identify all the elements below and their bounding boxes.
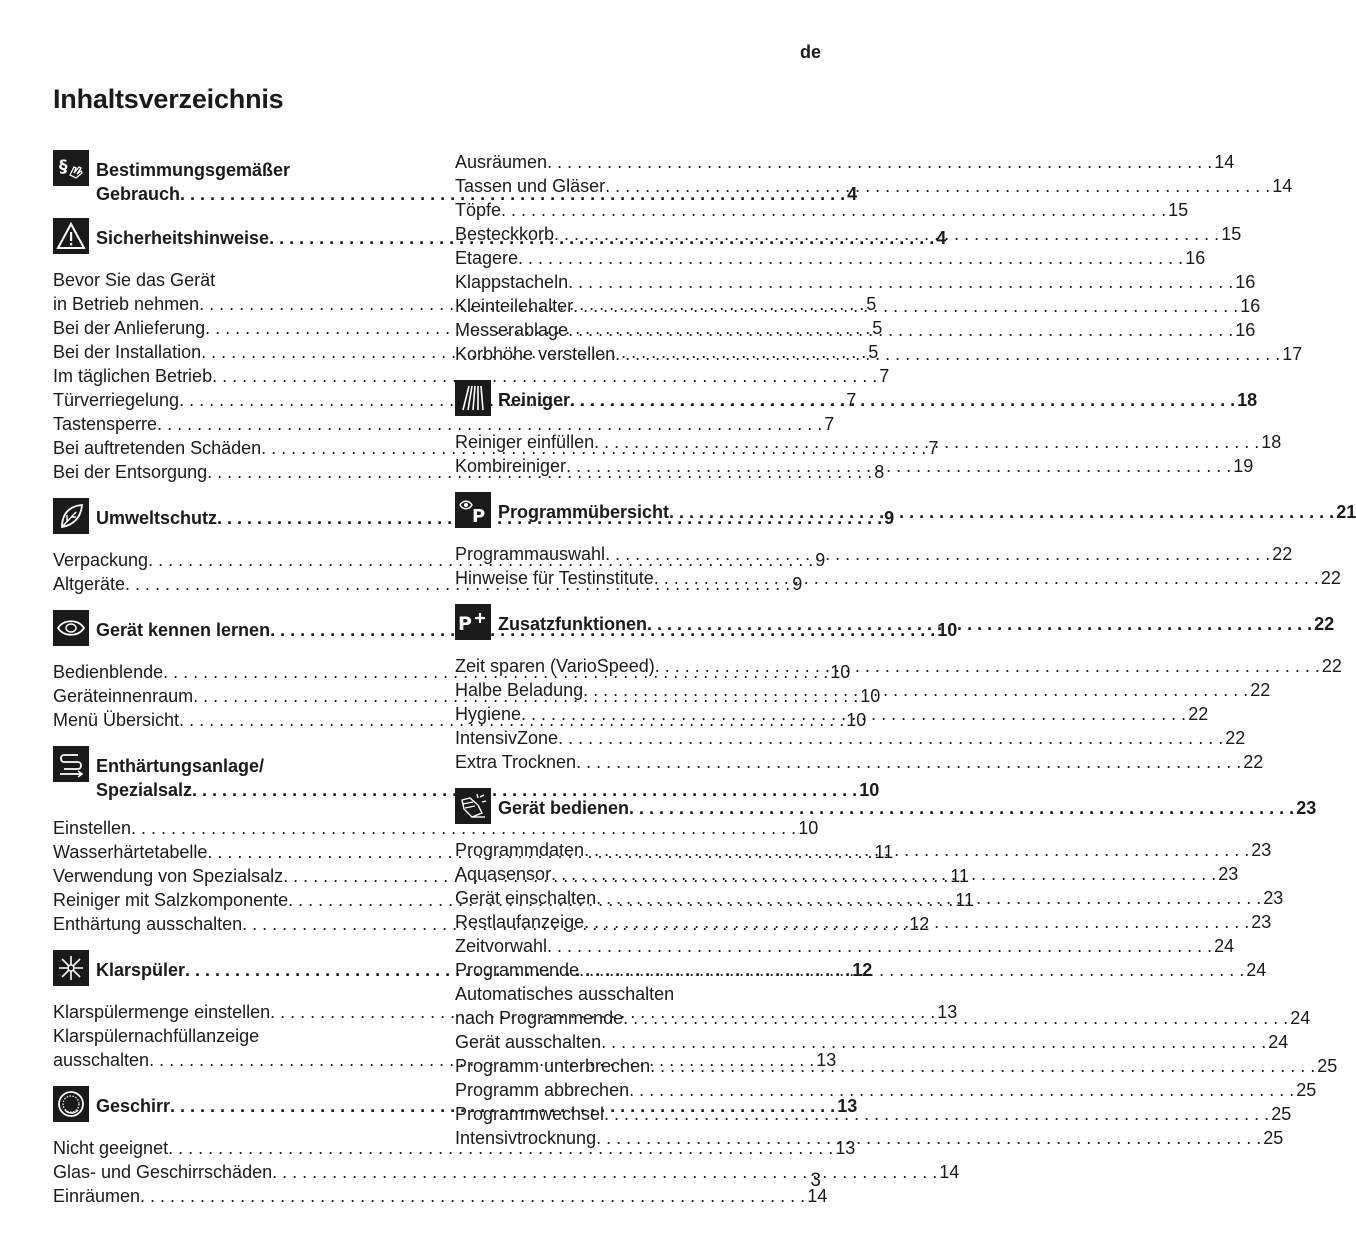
entry-page-number: 24 (1290, 1008, 1311, 1028)
entry-label: Tastensperre (53, 414, 158, 434)
toc-entry[interactable] (455, 246, 1206, 270)
toc-entry[interactable] (455, 542, 1293, 566)
warning-triangle-icon (53, 218, 89, 254)
entry-label: Töpfe (455, 200, 502, 220)
entry-row (53, 816, 819, 840)
entry-page-number: 19 (1233, 456, 1254, 476)
leader-dots (558, 726, 1223, 750)
entry-page-number: 5 (868, 342, 879, 362)
entry-page-number: 11 (955, 890, 974, 910)
leader-dots (547, 150, 1212, 174)
section-title-line: Reiniger (498, 390, 571, 410)
entry-list (455, 542, 1341, 590)
entry-label: Ausräumen (455, 152, 548, 172)
rinse-aid-sparkle-icon (53, 950, 89, 986)
toc-entry[interactable] (455, 198, 1189, 222)
entry-label: Etagere (455, 248, 519, 268)
section-page-number: 21 (1336, 502, 1356, 522)
section-title-line: Bestimmungsgemäßer (96, 160, 291, 180)
entry-page-number: 10 (798, 818, 819, 838)
entry-page-number: 18 (1261, 432, 1282, 452)
entry-page-number: 24 (1246, 960, 1267, 980)
entry-page-number: 22 (1243, 752, 1264, 772)
section-title-line: Zusatzfunktionen (498, 614, 647, 634)
toc-entry[interactable] (455, 1078, 1317, 1102)
section-page-number: 4 (847, 184, 858, 204)
leader-dots (521, 702, 1186, 726)
language-code: de (799, 42, 821, 62)
water-softener-icon (53, 746, 89, 782)
toc-entry[interactable] (455, 1030, 1289, 1054)
entry-label: Geräteinnenraum (53, 686, 194, 706)
entry-page-number: 10 (860, 686, 881, 706)
toc-entry[interactable] (455, 174, 1293, 198)
entry-row (455, 542, 1293, 566)
entry-row (455, 430, 1282, 454)
section-title-row (498, 500, 1356, 524)
toc-entry[interactable] (53, 816, 819, 840)
svg-text:P: P (472, 506, 486, 527)
page-title: Inhaltsverzeichnis (53, 84, 284, 114)
entry-row (455, 270, 1256, 294)
p-plus-icon (455, 604, 491, 640)
entry-label: Bei der Anlieferung (53, 318, 206, 338)
entry-label: Im täglichen Betrieb (53, 366, 213, 386)
leader-dots (554, 222, 1219, 246)
section-page-number: 23 (1296, 798, 1317, 818)
entry-list (455, 430, 1282, 478)
toc-entry[interactable] (455, 294, 1261, 318)
leader-dots (615, 342, 1280, 366)
entry-page-number: 16 (1235, 320, 1256, 340)
entry-label: Extra Trocknen (455, 752, 577, 772)
section-title-line: Geschirr (96, 1096, 171, 1116)
entry-label: Hinweise für Testinstitute (455, 568, 654, 588)
entry-page-number: 25 (1263, 1128, 1284, 1148)
entry-page-number: 24 (1214, 936, 1235, 956)
section-title (498, 788, 1316, 820)
leader-dots (629, 796, 1294, 820)
entry-label-line: Bevor Sie das Gerät (53, 270, 216, 290)
entry-row (455, 454, 1254, 478)
toc-entry[interactable] (53, 1184, 828, 1208)
leader-dots (518, 246, 1183, 270)
entry-page-number: 22 (1320, 568, 1341, 588)
entry-label: Wasserhärtetabelle (53, 842, 208, 862)
section-title-line: Gerät bedienen (498, 798, 630, 818)
toc-entry[interactable] (455, 454, 1254, 478)
entry-label: Korbhöhe verstellen (455, 344, 616, 364)
entry-page-number: 15 (1168, 200, 1189, 220)
entry-label: Nicht geeignet (53, 1138, 169, 1158)
entry-page-number: 14 (939, 1162, 960, 1182)
leader-dots (650, 1054, 1315, 1078)
entry-label: Reiniger mit Salzkomponente (53, 890, 289, 910)
entry-page-number: 10 (846, 710, 867, 730)
leader-dots (551, 862, 1216, 886)
leader-dots (140, 1184, 805, 1208)
entry-label: Besteckkorb (455, 224, 555, 244)
leader-dots (566, 454, 1231, 478)
entry-row (455, 726, 1246, 750)
toc-entry[interactable] (455, 934, 1235, 958)
entry-page-number: 5 (866, 294, 877, 314)
section-title-row (498, 388, 1257, 412)
toc-entry[interactable] (455, 270, 1256, 294)
leader-dots (623, 1006, 1288, 1030)
leader-dots (655, 654, 1320, 678)
leader-dots (573, 294, 1238, 318)
entry-page-number: 25 (1271, 1104, 1292, 1124)
entry-page-number: 24 (1268, 1032, 1289, 1052)
leader-dots (601, 1030, 1266, 1054)
section-title-row (498, 612, 1334, 636)
leader-dots (584, 838, 1249, 862)
entry-label: Kleinteilehalter (455, 296, 574, 316)
entry-page-number: 22 (1321, 656, 1342, 676)
entry-label: in Betrieb nehmen (53, 294, 200, 314)
entry-row (53, 412, 835, 436)
section-title-line: Klarspüler (96, 960, 186, 980)
section-page-number: 18 (1237, 390, 1258, 410)
entry-label: Intensivtrocknung (455, 1128, 597, 1148)
leader-dots (584, 910, 1249, 934)
entry-page-number: 13 (835, 1138, 856, 1158)
entry-page-number: 15 (1221, 224, 1242, 244)
entry-page-number: 10 (830, 662, 851, 682)
entry-page-number: 23 (1218, 864, 1239, 884)
entry-page-number: 14 (1214, 152, 1235, 172)
entry-row (53, 364, 890, 388)
entry-label: Klappstacheln (455, 272, 569, 292)
entry-page-number: 22 (1250, 680, 1271, 700)
entry-row (455, 566, 1341, 590)
entry-label: Bei der Installation (53, 342, 202, 362)
section-title (498, 380, 1257, 412)
leader-dots (576, 750, 1241, 774)
eye-icon (53, 610, 89, 646)
detergent-icon (455, 380, 491, 416)
section-title-row (498, 796, 1316, 820)
toc-entry[interactable] (455, 726, 1246, 750)
leader-dots (570, 388, 1235, 412)
entry-label: Programm abbrechen (455, 1080, 630, 1100)
entry-label: Menü Übersicht (53, 710, 180, 730)
hand-operate-icon (455, 788, 491, 824)
leader-dots (605, 542, 1270, 566)
entry-label: Halbe Beladung (455, 680, 584, 700)
leader-dots (604, 1102, 1269, 1126)
entry-row (455, 294, 1261, 318)
entry-label: Programmwechsel (455, 1104, 605, 1124)
entry-page-number: 14 (1272, 176, 1293, 196)
entry-label: Einräumen (53, 1186, 141, 1206)
toc-entry[interactable] (455, 318, 1256, 342)
entry-row (455, 150, 1235, 174)
leader-dots (629, 1078, 1294, 1102)
entry-page-number: 7 (824, 414, 835, 434)
entry-label: Bei auftretenden Schäden (53, 438, 262, 458)
section-page-number: 13 (837, 1096, 858, 1116)
entry-page-number: 13 (816, 1050, 837, 1070)
entry-label: Bedienblende (53, 662, 164, 682)
entry-label: Enthärtung ausschalten (53, 914, 243, 934)
entry-label: Altgeräte (53, 574, 126, 594)
section-title-line: Spezialsalz (96, 780, 193, 800)
entry-row (455, 246, 1206, 270)
entry-label: Restlaufanzeige (455, 912, 585, 932)
paragraph-hand-icon (53, 150, 89, 186)
page-number: 3 (810, 1170, 821, 1191)
section-title-line: Gerät kennen lernen (96, 620, 271, 640)
entry-page-number: 9 (792, 574, 803, 594)
leader-dots (583, 678, 1248, 702)
leader-dots (579, 958, 1244, 982)
section-title-line: Gebrauch (96, 184, 181, 204)
entry-page-number: 16 (1185, 248, 1206, 268)
section-page-number: 22 (1314, 614, 1335, 634)
entry-label: Programmdaten (455, 840, 585, 860)
svg-text:P: P (458, 613, 472, 635)
entry-page-number: 12 (909, 914, 930, 934)
entry-label: Reiniger einfüllen (455, 432, 595, 452)
dish-plate-icon (53, 1086, 89, 1122)
leader-dots (594, 430, 1259, 454)
entry-label: Klarspülermenge einstellen (53, 1002, 271, 1022)
leader-dots (568, 270, 1233, 294)
toc-entry[interactable] (455, 566, 1341, 590)
entry-page-number: 22 (1188, 704, 1209, 724)
toc-entry[interactable] (53, 1160, 960, 1184)
section-title (498, 492, 1356, 524)
entry-page-number: 13 (937, 1002, 958, 1022)
toc-entry[interactable] (53, 364, 890, 388)
entry-row (455, 174, 1293, 198)
section-title-line: Enthärtungsanlage/ (96, 756, 265, 776)
entry-row (455, 750, 1264, 774)
entry-page-number: 14 (807, 1186, 828, 1206)
section-heading[interactable] (455, 492, 1356, 528)
section-page-number: 4 (936, 228, 947, 248)
leader-dots (596, 1126, 1261, 1150)
entry-label: Glas- und Geschirrschäden (53, 1162, 273, 1182)
entry-row (455, 1030, 1289, 1054)
entry-page-number: 25 (1317, 1056, 1338, 1076)
toc-entry[interactable] (455, 750, 1264, 774)
entry-label: IntensivZone (455, 728, 559, 748)
toc-entry[interactable] (455, 430, 1282, 454)
entry-label: Verpackung (53, 550, 149, 570)
entry-row (455, 934, 1235, 958)
entry-label: Einstellen (53, 818, 132, 838)
entry-page-number: 11 (874, 842, 894, 862)
toc-entry[interactable] (455, 222, 1242, 246)
entry-row (455, 318, 1256, 342)
entry-row (455, 342, 1303, 366)
entry-label: ausschalten (53, 1050, 150, 1070)
leader-dots (647, 612, 1312, 636)
section-title-line: Umweltschutz (96, 508, 218, 528)
leader-dots (501, 198, 1166, 222)
entry-page-number: 23 (1263, 888, 1284, 908)
entry-page-number: 16 (1235, 272, 1256, 292)
entry-page-number: 7 (846, 390, 857, 410)
entry-label: nach Programmende (455, 1008, 624, 1028)
entry-page-number: 22 (1225, 728, 1246, 748)
entry-label: Programm unterbrechen (455, 1056, 651, 1076)
entry-label: Zeitvorwahl (455, 936, 548, 956)
entry-page-number: 11 (950, 866, 969, 886)
entry-page-number: 25 (1296, 1080, 1317, 1100)
entry-label: Kombireiniger (455, 456, 567, 476)
section-heading[interactable] (455, 380, 1258, 416)
entry-label: Gerät einschalten (455, 888, 597, 908)
entry-page-number: 7 (879, 366, 890, 386)
section-page-number: 10 (859, 780, 880, 800)
leader-dots (654, 566, 1319, 590)
section-title-line: Programmübersicht (498, 502, 670, 522)
svg-text:§: § (59, 157, 68, 177)
entry-list (455, 150, 1303, 366)
entry-label-line: Automatisches ausschalten (455, 984, 675, 1004)
toc-entry[interactable] (455, 150, 1235, 174)
toc-entry[interactable] (53, 412, 835, 436)
entry-label: Türverriegelung (53, 390, 180, 410)
section-page-number: 10 (937, 620, 958, 640)
leader-dots (547, 934, 1212, 958)
section-page-number: 9 (884, 508, 895, 528)
leaf-icon (53, 498, 89, 534)
entry-label: Programmende (455, 960, 580, 980)
section-spacer (53, 206, 413, 218)
entry-label: Bei der Entsorgung (53, 462, 208, 482)
section-title (498, 604, 1334, 636)
entry-row (53, 1184, 828, 1208)
entry-page-number: 22 (1272, 544, 1293, 564)
entry-label: Aquasensor (455, 864, 552, 884)
entry-label: Programmauswahl (455, 544, 606, 564)
toc-entry[interactable] (455, 342, 1303, 366)
entry-row (455, 198, 1189, 222)
entry-label: Zeit sparen (VarioSpeed) (455, 656, 655, 676)
programme-overview-icon (455, 492, 491, 528)
entry-page-number: 23 (1251, 840, 1272, 860)
entry-row (455, 1078, 1317, 1102)
entry-page-number: 7 (928, 438, 939, 458)
entry-label: Tassen und Gläser (455, 176, 606, 196)
entry-label: Hygiene (455, 704, 522, 724)
leader-dots (605, 174, 1270, 198)
leader-dots (669, 500, 1334, 524)
leader-dots (596, 886, 1261, 910)
entry-page-number: 17 (1282, 344, 1303, 364)
entry-row (53, 1160, 960, 1184)
entry-page-number: 5 (872, 318, 883, 338)
entry-label: Messerablage (455, 320, 569, 340)
entry-page-number: 8 (874, 462, 885, 482)
entry-label-line: Klarspülernachfüllanzeige (53, 1026, 260, 1046)
entry-page-number: 23 (1251, 912, 1272, 932)
entry-label: Verwendung von Spezialsalz (53, 866, 284, 886)
leader-dots (568, 318, 1233, 342)
entry-page-number: 9 (815, 550, 826, 570)
section-title-line: Sicherheitshinweise (96, 228, 270, 248)
entry-label: Gerät ausschalten (455, 1032, 602, 1052)
entry-page-number: 16 (1240, 296, 1261, 316)
section-page-number: 12 (852, 960, 873, 980)
entry-row (455, 222, 1242, 246)
